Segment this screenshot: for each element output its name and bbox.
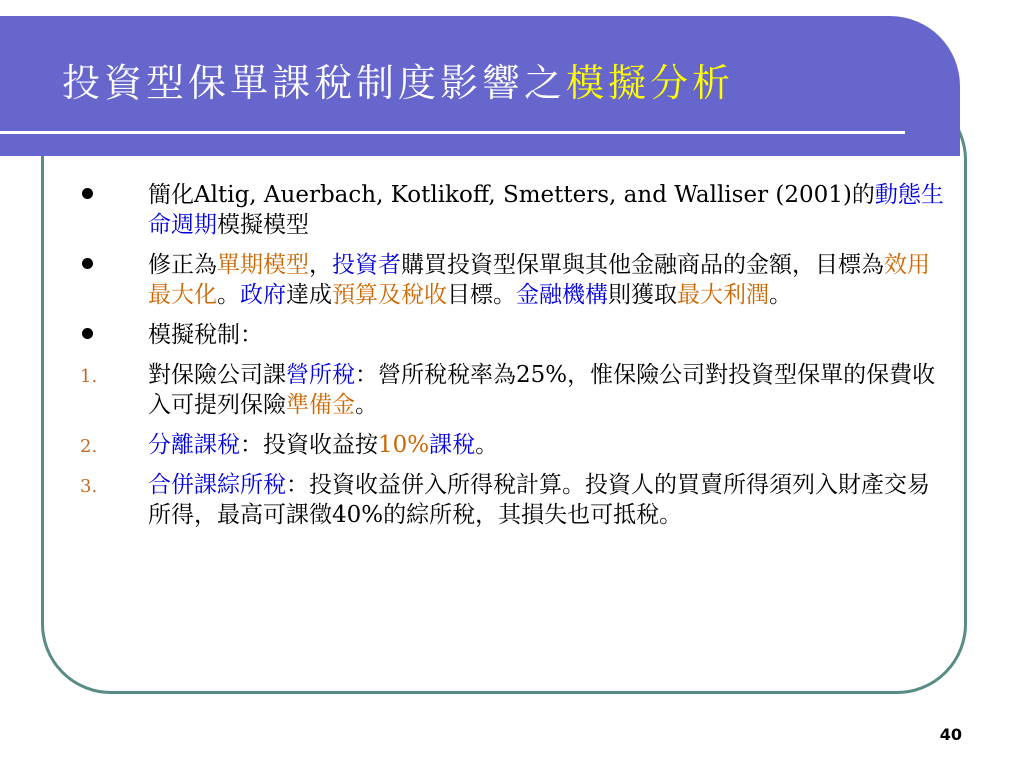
- bullet-text: [148, 252, 930, 308]
- text-segment: 。: [475, 432, 499, 458]
- text-segment: 。: [769, 282, 792, 308]
- emphasis-orange: 10%: [378, 432, 430, 458]
- bullet-item: [70, 360, 950, 420]
- bullet-number: [70, 360, 130, 392]
- emphasis-blue: 金融機構: [516, 282, 608, 308]
- text-segment: ：投資收益按: [240, 432, 378, 458]
- text-segment: 則獲取: [608, 282, 677, 308]
- emphasis-blue: 分離課稅: [148, 432, 240, 458]
- text-segment: 模擬模型: [217, 212, 309, 238]
- emphasis-blue: 課稅: [429, 432, 476, 458]
- bullet-number-label: 1.: [80, 366, 98, 387]
- page-number: 40: [939, 725, 962, 744]
- emphasis-orange: 預算及稅收: [332, 282, 447, 308]
- text-segment: 。: [217, 282, 240, 308]
- bullet-dot-icon: [82, 328, 93, 339]
- emphasis-blue: 營所稅: [286, 362, 355, 388]
- bullet-text: [148, 432, 498, 458]
- bullet-item: [70, 250, 950, 310]
- text-segment: 購買投資型保單與其他金融商品的金額，目標為: [401, 252, 884, 278]
- bullet-dot-icon: [82, 188, 93, 199]
- emphasis-blue: 政府: [240, 282, 286, 308]
- bullet-dot-icon: [82, 258, 93, 269]
- bullet-list: [70, 180, 950, 540]
- bullet-dot: [70, 180, 130, 210]
- bullet-item: [70, 430, 950, 460]
- emphasis-orange: 單期模型: [217, 252, 309, 278]
- title-underline: [0, 131, 905, 134]
- bullet-text: [148, 472, 930, 528]
- text-segment: 簡化Altig, Auerbach, Kotlikoff, Smetters, and Walliser (2001)的: [148, 182, 875, 208]
- emphasis-orange: 最大利潤: [677, 282, 769, 308]
- emphasis-orange: 效用最大化: [148, 252, 930, 308]
- emphasis-orange: 準備金: [286, 392, 355, 418]
- bullet-item: [70, 470, 950, 530]
- text-segment: 對保險公司課: [148, 362, 286, 388]
- bullet-item: [70, 180, 950, 240]
- bullet-number-label: 2.: [80, 436, 98, 457]
- text-segment: 修正為: [148, 252, 217, 278]
- bullet-item: [70, 320, 950, 350]
- bullet-text: [148, 322, 263, 348]
- slide-title-main: 投資型保單課稅制度影響之: [62, 61, 567, 105]
- bullet-number: [70, 430, 130, 462]
- emphasis-blue: 動態生命週期: [148, 182, 944, 238]
- text-segment: 目標。: [447, 282, 516, 308]
- text-segment: 模擬稅制：: [148, 322, 263, 348]
- slide-title-highlight: 模擬分析: [566, 61, 735, 105]
- text-segment: 達成: [286, 282, 332, 308]
- bullet-text: [148, 182, 944, 238]
- bullet-number: [70, 470, 130, 502]
- text-segment: ：營所稅稅率為25%，惟保險公司對投資型保單的保費收入可提列保險: [148, 362, 936, 418]
- bullet-dot: [70, 250, 130, 280]
- emphasis-blue: 合併課綜所稅: [148, 472, 286, 498]
- emphasis-blue: 投資者: [332, 252, 401, 278]
- bullet-number-label: 3.: [80, 476, 98, 497]
- text-segment: ，: [309, 252, 332, 278]
- bullet-dot: [70, 320, 130, 350]
- bullet-text: [148, 362, 935, 418]
- text-segment: ：投資收益併入所得稅計算。投資人的買賣所得須列入財產交易所得，最高可課徵40%的綜所稅，其損失也可抵稅。: [148, 472, 930, 528]
- slide-title: [62, 52, 734, 107]
- text-segment: 。: [355, 392, 378, 418]
